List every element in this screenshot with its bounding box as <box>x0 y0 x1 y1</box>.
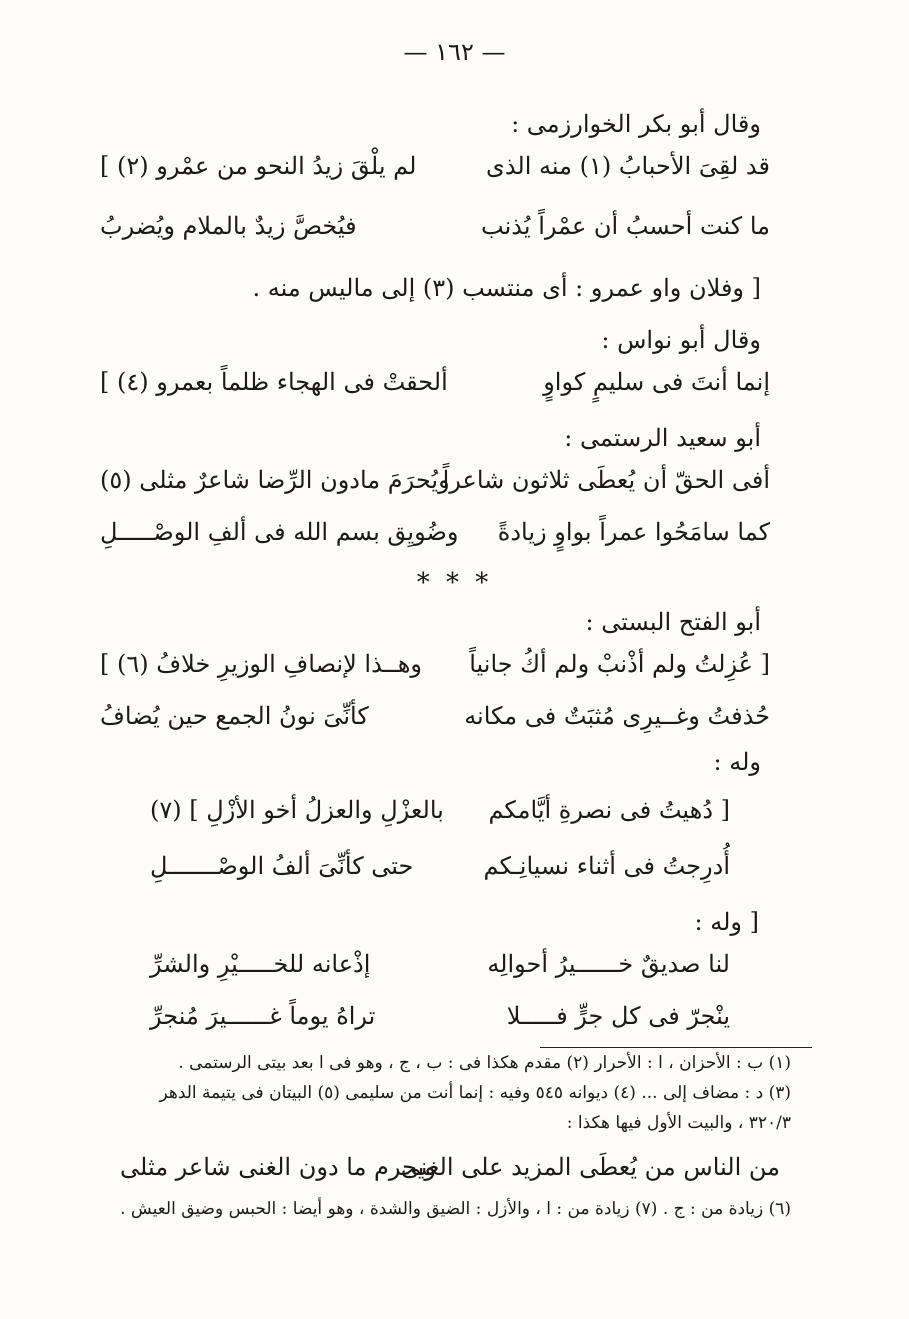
verse-line <box>150 950 730 990</box>
verse-second-hemistich: وهــذا لإنصافِ الوزيرِ خلافُ (٦) ] <box>100 650 422 678</box>
intro-line: أبو الفتح البستى : <box>585 608 761 636</box>
verse-second-hemistich: تراهُ يوماً غــــــيرَ مُنجرِّ <box>150 1002 376 1030</box>
verse-second-hemistich: كأنِّىَ نونُ الجمع حين يُضافُ <box>100 702 369 730</box>
footnote-verse <box>120 1153 780 1187</box>
verse-line <box>150 796 730 836</box>
verse-second-hemistich: إذْعانه للخـــــيْرِ والشرِّ <box>150 950 371 978</box>
verse-first-hemistich: لنا صديقٌ خــــــيرُ أحوالِه <box>487 950 730 978</box>
verse-first-hemistich: حُذفتُ وغــيرِى مُثبَتٌ فى مكانه <box>464 702 770 730</box>
intro-line: [ وفلان واو عمرو : أى منتسب (٣) إلى ماليس منه . <box>252 274 761 302</box>
verse-first-hemistich: [ عُزِلتُ ولم أذْنبْ ولم أكُ جانياً <box>469 650 770 678</box>
intro-line: [ وله : <box>694 908 759 936</box>
verse-line <box>100 518 770 558</box>
verse-first-hemistich: إنما أنتَ فى سليمٍ كواوٍ <box>543 368 770 396</box>
footnote: ٣٢٠/٣ ، والبيت الأول فيها هكذا : <box>566 1113 791 1133</box>
verse-line <box>100 466 770 506</box>
footnote: (٣) د : مضاف إلى ... (٤) ديوانه ٥٤٥ وفيه : إنما أنت من سليمى (٥) البيتان فى يتيمة الدهر <box>159 1083 791 1103</box>
intro-line: وقال أبو بكر الخوارزمى : <box>511 110 761 138</box>
intro-line: وقال أبو نواس : <box>601 326 761 354</box>
verse-second-hemistich: حتى كأنِّىَ ألفُ الوصْـــــــلِ <box>150 852 414 880</box>
verse-second-hemistich: بالعزْلِ والعزلُ أخو الأزْلِ ] (٧) <box>150 796 444 824</box>
verse-second-hemistich: ألحقتْ فى الهجاء ظلماً بعمرو (٤) ] <box>100 368 448 396</box>
verse-second-hemistich: ويُحرَمَ مادون الرِّضا شاعرٌ مثلى (٥) <box>100 466 450 494</box>
footnote-separator <box>540 1047 812 1048</box>
verse-second-hemistich: لم يلْقَ زيدُ النحو من عمْرو (٢) ] <box>100 152 417 180</box>
section-divider-stars: * * * <box>416 568 493 598</box>
footnote: (١) ب : الأحزان ، ا : الأحرار (٢) مقدم هكذا فى : ب ، ج ، وهو فى ا بعد بيتى الرستمى . <box>178 1053 791 1073</box>
verse-first-hemistich: ينْجرّ فى كل جرٍّ فـــــلا <box>506 1002 730 1030</box>
page-number: — ١٦٢ — <box>403 38 506 66</box>
verse-line <box>100 702 770 742</box>
verse-first-hemistich: من الناس من يُعطَى المزيد على الغنى <box>400 1153 780 1181</box>
intro-line: أبو سعيد الرستمى : <box>564 424 761 452</box>
verse-first-hemistich: ما كنت أحسبُ أن عمْراً يُذنب <box>481 212 770 240</box>
verse-first-hemistich: قد لقِىَ الأحبابُ (١) منه الذى <box>486 152 770 180</box>
verse-first-hemistich: كما سامَحُوا عمراً بواوٍ زيادةً <box>497 518 770 546</box>
verse-line <box>150 1002 730 1042</box>
verse-line <box>100 212 770 252</box>
verse-second-hemistich: ويحرم ما دون الغنى شاعر مثلى <box>120 1153 436 1181</box>
verse-second-hemistich: فيُخصَّ زيدٌ بالملام ويُضربُ <box>100 212 357 240</box>
verse-line <box>150 852 730 892</box>
verse-first-hemistich: أفى الحقّ أن يُعطَى ثلاثون شاعراً <box>442 466 770 494</box>
footnote: (٦) زيادة من : ج . (٧) زيادة من : ا ، والأزل : الضيق والشدة ، وهو أيضا : الحبس وضيق العيش . <box>120 1199 791 1219</box>
verse-line <box>100 650 770 690</box>
verse-line <box>100 368 770 408</box>
intro-line: وله : <box>713 748 761 776</box>
verse-second-hemistich: وضُويِق بسم الله فى ألفِ الوصْـــــلِ <box>100 518 459 546</box>
verse-first-hemistich: أُدرِجتُ فى أثناء نسيانِـكم <box>483 852 730 880</box>
verse-line <box>100 152 770 192</box>
verse-first-hemistich: [ دُهيتُ فى نصرةِ أيَّامكم <box>488 796 730 824</box>
